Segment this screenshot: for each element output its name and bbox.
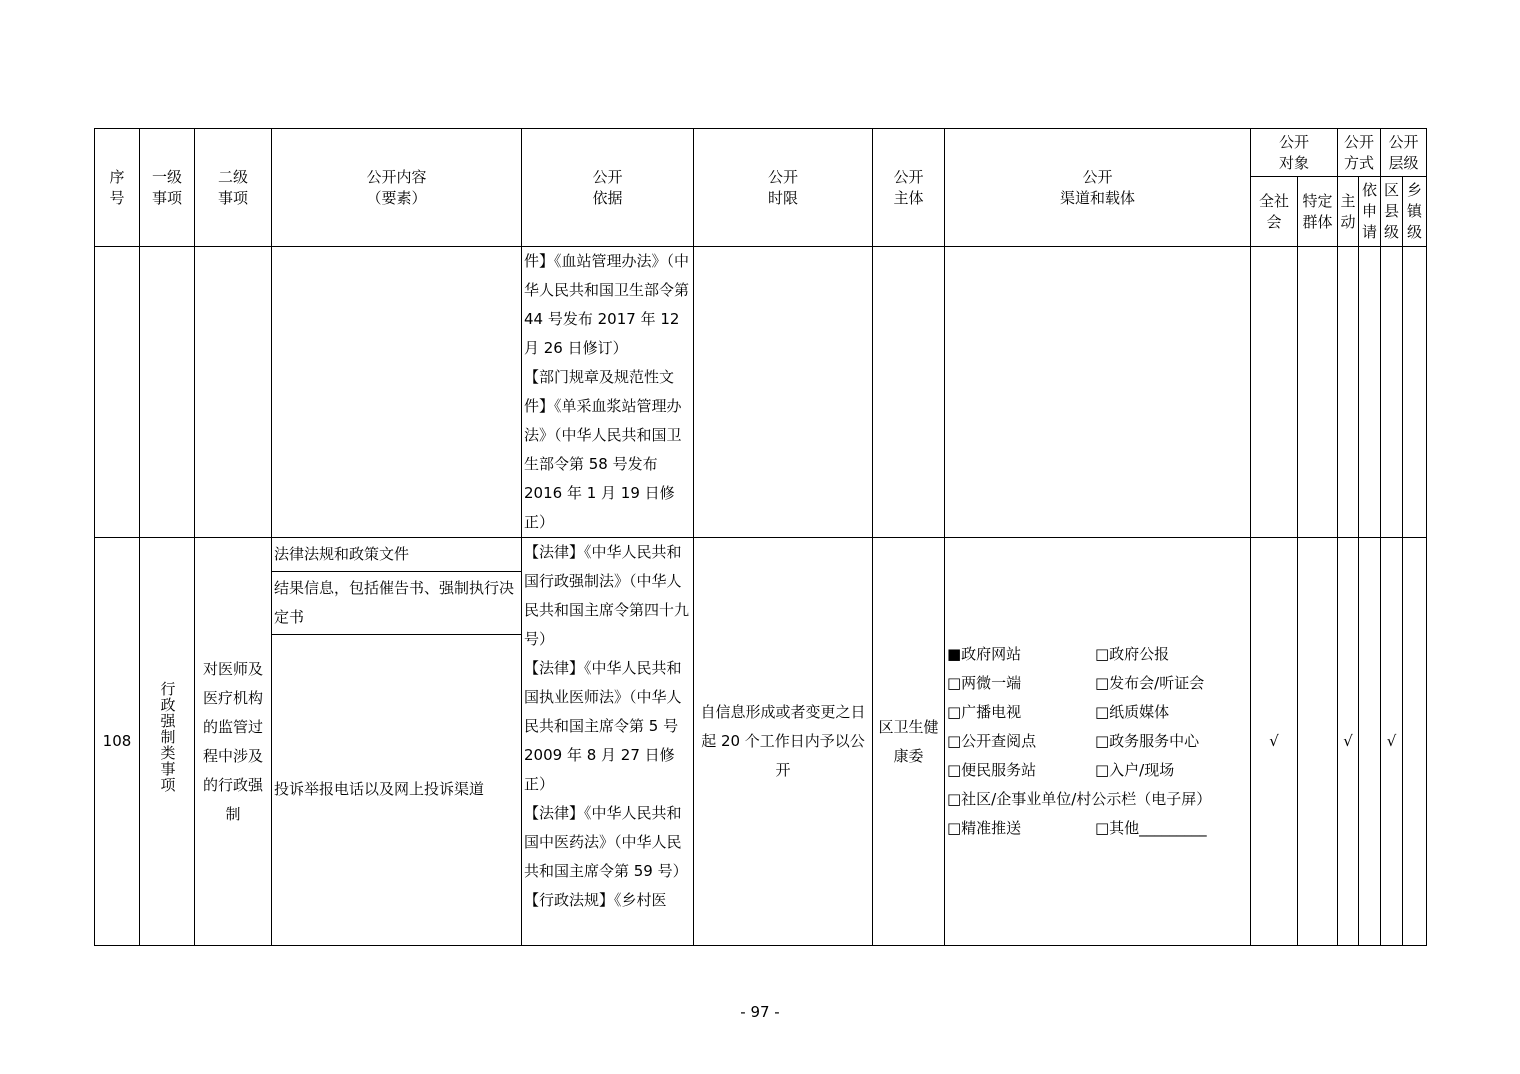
- channel-option: □两微一端: [947, 674, 1022, 692]
- cell-basis: 【法律】《中华人民共和国行政强制法》（中华人民共和国主席令第四十九号） 【法律】《中华人民共和国执业医师法》（中华人民共和国主席令第 5 号 2009 年 8 月 27 日修正） 【法律】《中华人民共和国中医药法》（中华人民共和国主席令第 59 号） 【行政法规】《乡村医: [522, 538, 694, 946]
- cell-level-town: [1403, 538, 1427, 946]
- cell-level2: [195, 247, 272, 538]
- cell-timelimit: 自信息形成或者变更之日起 20 个工作日内予以公开: [694, 538, 873, 946]
- cell-channel: [945, 247, 1251, 538]
- header-mode: 公开 方式: [1338, 129, 1381, 177]
- cell-subject: 区卫生健康委: [873, 538, 945, 946]
- content-item: 投诉举报电话以及网上投诉渠道: [274, 780, 485, 798]
- cell-mode-active: [1338, 247, 1359, 538]
- cell-mode-active: √: [1338, 538, 1359, 946]
- cell-mode-apply: [1359, 247, 1381, 538]
- channel-option: □政府公报: [1095, 645, 1170, 663]
- channel-row: [947, 698, 1248, 727]
- level1-text: 行政强制类事项: [158, 680, 177, 793]
- header-timelimit: 公开 时限: [694, 129, 873, 247]
- channel-option: □纸质媒体: [1095, 703, 1170, 721]
- channel-option: □社区/企事业单位/村公示栏（电子屏）: [947, 790, 1212, 808]
- header-level1: 一级 事项: [140, 129, 195, 247]
- cell-level-district: [1381, 247, 1403, 538]
- cell-subject: [873, 247, 945, 538]
- cell-content: [272, 247, 522, 538]
- channel-option: □入户/现场: [1095, 761, 1175, 779]
- channel-option: □其他_________: [1095, 819, 1207, 837]
- cell-level1: [140, 538, 195, 946]
- header-level-town: 乡 镇 级: [1403, 177, 1427, 247]
- header-content: 公开内容 （要素）: [272, 129, 522, 247]
- cell-basis: 件】《血站管理办法》（中华人民共和国卫生部令第 44 号发布 2017 年 12 月 26 日修订） 【部门规章及规范性文件】《单采血浆站管理办法》（中华人民共和国卫生部令第 58 号发布 2016 年 1 月 19 日修正）: [522, 247, 694, 538]
- header-target: 公开 对象: [1251, 129, 1338, 177]
- cell-content: [272, 538, 522, 946]
- cell-level1: [140, 247, 195, 538]
- header-channel: 公开 渠道和载体: [945, 129, 1251, 247]
- cell-level2: 对医师及医疗机构的监管过程中涉及的行政强制: [195, 538, 272, 946]
- cell-target-all: √: [1251, 538, 1298, 946]
- disclosure-table: [94, 128, 1427, 946]
- header-target-all: 全社 会: [1251, 177, 1298, 247]
- table-row-108: [95, 538, 1427, 946]
- channel-row: [947, 756, 1248, 785]
- header-row-1: [95, 129, 1427, 177]
- page-number: - 97 -: [740, 1003, 780, 1021]
- cell-channel: [945, 538, 1251, 946]
- channel-row: [947, 785, 1248, 814]
- channel-row: [947, 669, 1248, 698]
- channel-row: [947, 640, 1248, 669]
- header-target-specific: 特定 群体: [1298, 177, 1338, 247]
- header-level2: 二级 事项: [195, 129, 272, 247]
- cell-seq: [95, 247, 140, 538]
- channel-option: ■政府网站: [947, 645, 1022, 663]
- header-level: 公开 层级: [1381, 129, 1427, 177]
- table-row: [95, 247, 1427, 538]
- header-seq: 序 号: [95, 129, 140, 247]
- content-item: 结果信息，包括催告书、强制执行决定书: [272, 572, 521, 635]
- header-mode-apply: 依 申 请: [1359, 177, 1381, 247]
- header-subject: 公开 主体: [873, 129, 945, 247]
- channel-row: [947, 727, 1248, 756]
- cell-target-specific: [1298, 247, 1338, 538]
- cell-level-district: √: [1381, 538, 1403, 946]
- cell-target-all: [1251, 247, 1298, 538]
- header-basis: 公开 依据: [522, 129, 694, 247]
- channel-option: □精准推送: [947, 819, 1022, 837]
- header-mode-active: 主 动: [1338, 177, 1359, 247]
- channel-option: □发布会/听证会: [1095, 674, 1205, 692]
- cell-timelimit: [694, 247, 873, 538]
- header-level-district: 区 县 级: [1381, 177, 1403, 247]
- channel-option: □政务服务中心: [1095, 732, 1200, 750]
- cell-target-specific: [1298, 538, 1338, 946]
- content-item: 法律法规和政策文件: [272, 538, 521, 572]
- cell-level-town: [1403, 247, 1427, 538]
- channel-row: [947, 814, 1248, 843]
- cell-seq: 108: [95, 538, 140, 946]
- channel-option: □广播电视: [947, 703, 1022, 721]
- channel-option: □便民服务站: [947, 761, 1037, 779]
- channel-option: □公开查阅点: [947, 732, 1037, 750]
- cell-mode-apply: [1359, 538, 1381, 946]
